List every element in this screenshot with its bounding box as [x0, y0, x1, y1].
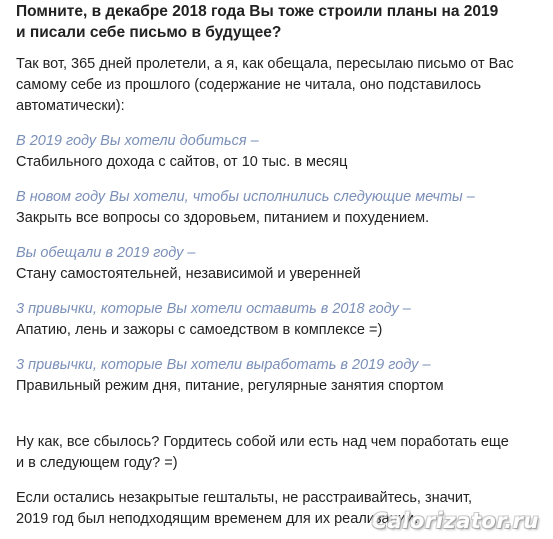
habits-develop-prompt: 3 привычки, которые Вы хотели выработать в 2019 году –	[16, 357, 431, 373]
closing2-line-2: 2019 год был неподходящим временем для их реализации.	[16, 511, 419, 527]
closing2-line-1: Если остались незакрытые гештальты, не расстраивайтесь, значит,	[16, 490, 473, 506]
closing1-line-1: Ну как, все сбылось? Гордитесь собой или есть над чем поработать еще	[16, 434, 509, 450]
letter-heading	[16, 0, 546, 43]
habits-leave-item	[16, 299, 546, 341]
dream-item	[16, 187, 546, 229]
goal-prompt: В 2019 году Вы хотели добиться –	[16, 133, 259, 149]
letter-body	[16, 0, 546, 530]
goal-answer: Стабильного дохода с сайтов, от 10 тыс. в месяц	[16, 154, 348, 170]
intro-line-2: самому себе из прошлого (содержание не читала, оно подставилось	[16, 77, 482, 93]
promise-answer: Стану самостоятельней, независимой и уверенней	[16, 266, 361, 282]
dream-answer: Закрыть все вопросы со здоровьем, питанием и похудением.	[16, 210, 430, 226]
closing-question-paragraph	[16, 432, 546, 474]
habits-develop-answer: Правильный режим дня, питание, регулярные занятия спортом	[16, 378, 444, 394]
dream-prompt: В новом году Вы хотели, чтобы исполнились следующие мечты –	[16, 189, 475, 205]
promise-item	[16, 243, 546, 285]
habits-leave-answer: Апатию, лень и зажоры с самоедством в комплексе =)	[16, 322, 383, 338]
intro-line-1: Так вот, 365 дней пролетели, а я, как обещала, пересылаю письмо от Вас	[16, 56, 514, 72]
watermark: Calorizator.ru	[371, 509, 539, 533]
closing1-line-2: и в следующем году? =)	[16, 455, 178, 471]
intro-paragraph	[16, 54, 546, 117]
goal-item	[16, 131, 546, 173]
habits-develop-item	[16, 355, 546, 397]
promise-prompt: Вы обещали в 2019 году –	[16, 245, 196, 261]
habits-leave-prompt: 3 привычки, которые Вы хотели оставить в 2018 году –	[16, 301, 411, 317]
heading-line-2: и писали себе письмо в будущее?	[16, 24, 282, 41]
heading-line-1: Помните, в декабре 2018 года Вы тоже строили планы на 2019	[16, 3, 499, 20]
intro-line-3: автоматически):	[16, 98, 125, 114]
